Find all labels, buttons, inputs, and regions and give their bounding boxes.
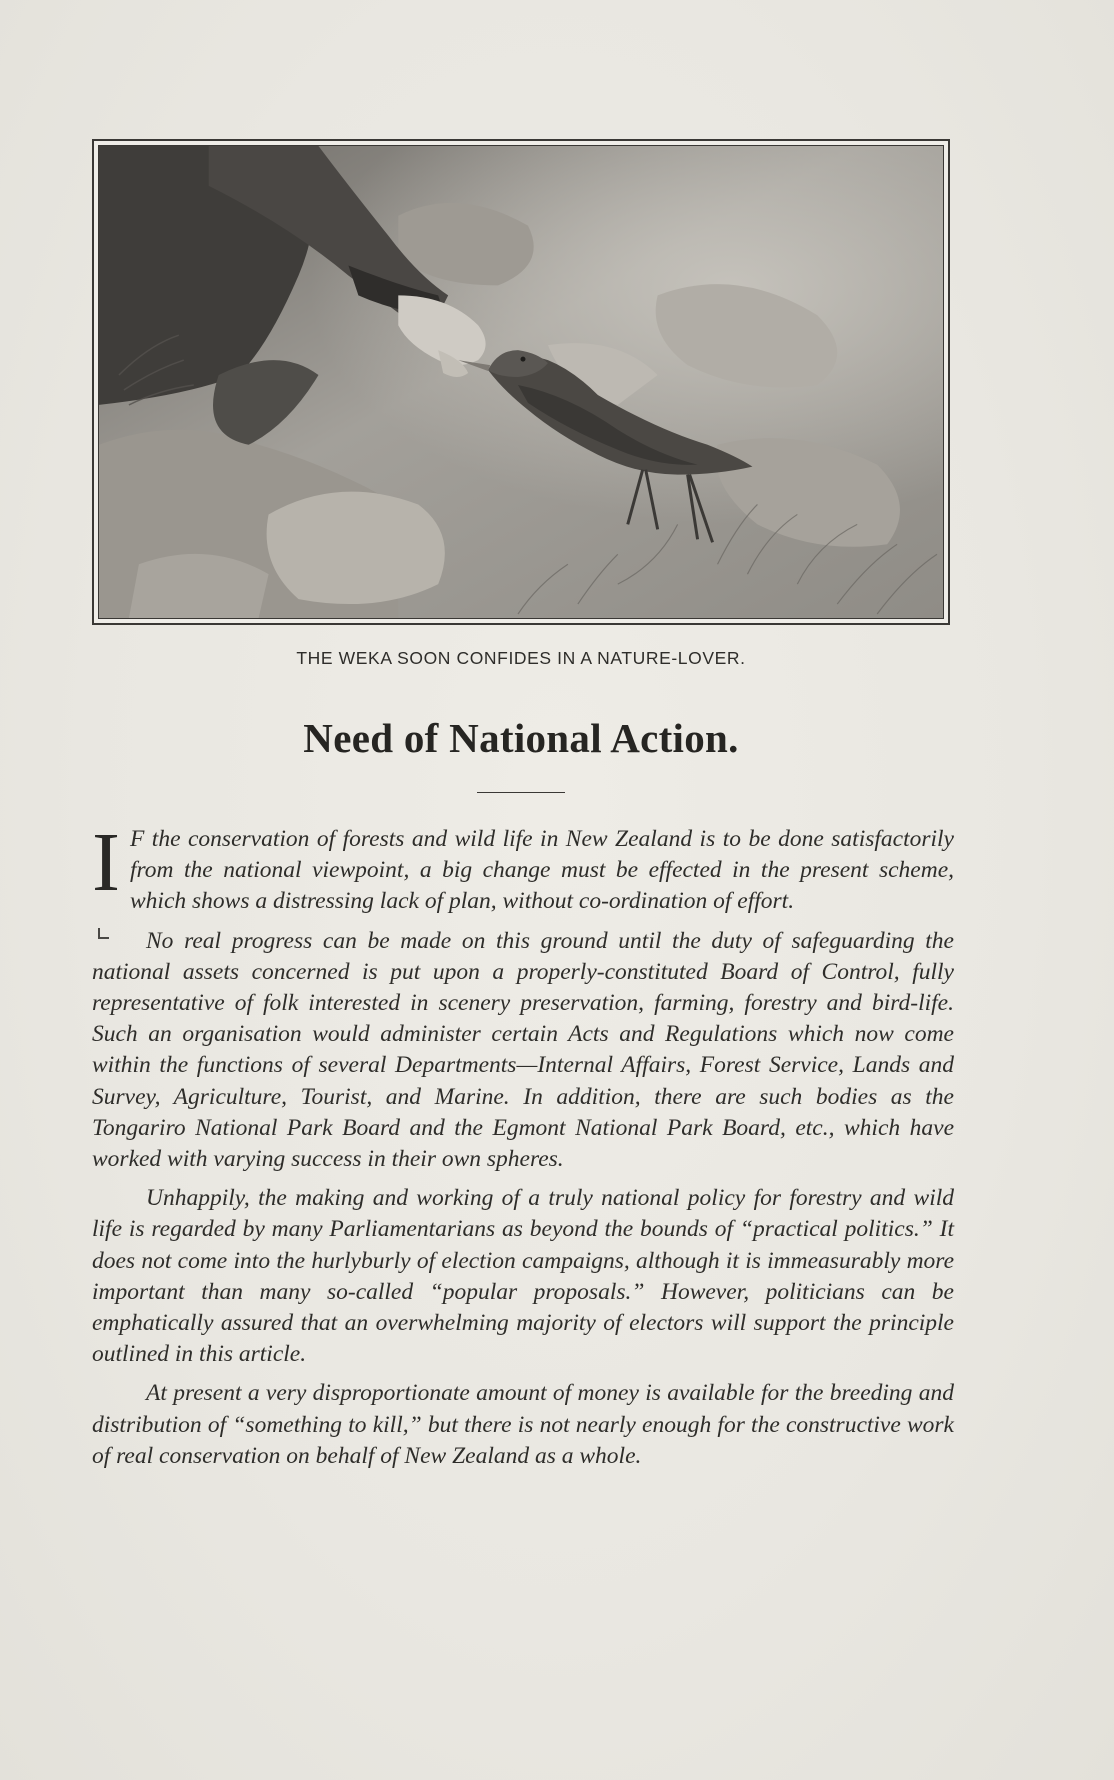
photo-frame <box>92 139 950 625</box>
paragraph-1-text: F the conservation of forests and wild life in New Zealand is to be done satisfactorily from the national viewpoint, a big change must be effected in the present scheme, which shows a distressing lack of plan, without co-ordination of effort. <box>129 826 954 915</box>
paragraph-3: Unhappily, the making and working of a truly national policy for forestry and wild life is regarded by many Parliamentarians as beyond the bounds of “practical politics.” It does not come into the hurlyburly of election campaigns, although it is immeasurably more important than many so-called “popular proposals.” However, politicians can be emphatically assured that an overwhelming majority of electors will support the principle outlined in this article. <box>92 1185 954 1368</box>
paragraph-2: No real progress can be made on this ground until the duty of safeguarding the national assets concerned is put upon a properly-constituted Board of Control, fully representative of folk interested in scenery preservation, farming, forestry and bird-life. Such an organisation would administer certain Acts and Regulations which now come within the functions of several Departments—Internal Affairs, Forest Service, Lands and Survey, Agriculture, Tourist, and Marine. In addition, there are such bodies as the Tongariro National Park Board and the Egmont National Park Board, etc., which have worked with varying success in their own spheres. <box>92 927 954 1173</box>
article-title: Need of National Action. <box>303 715 739 761</box>
paragraph-4: At present a very disproportionate amount of money is available for the breeding and distribution of “something to kill,” but there is not nearly enough for the constructive work of real conservation on behalf of New Zealand as a whole. <box>92 1380 954 1469</box>
dropcap-ornament <box>98 928 109 939</box>
drop-cap: I <box>92 816 120 909</box>
photo-caption: THE WEKA SOON CONFIDES IN A NATURE-LOVER. <box>296 648 746 668</box>
article-body <box>92 816 954 1480</box>
paragraph-1 <box>92 816 954 918</box>
title-divider <box>477 792 565 793</box>
weka-bird-photo <box>98 145 944 619</box>
weka-bird-photo-graphic <box>99 146 943 618</box>
